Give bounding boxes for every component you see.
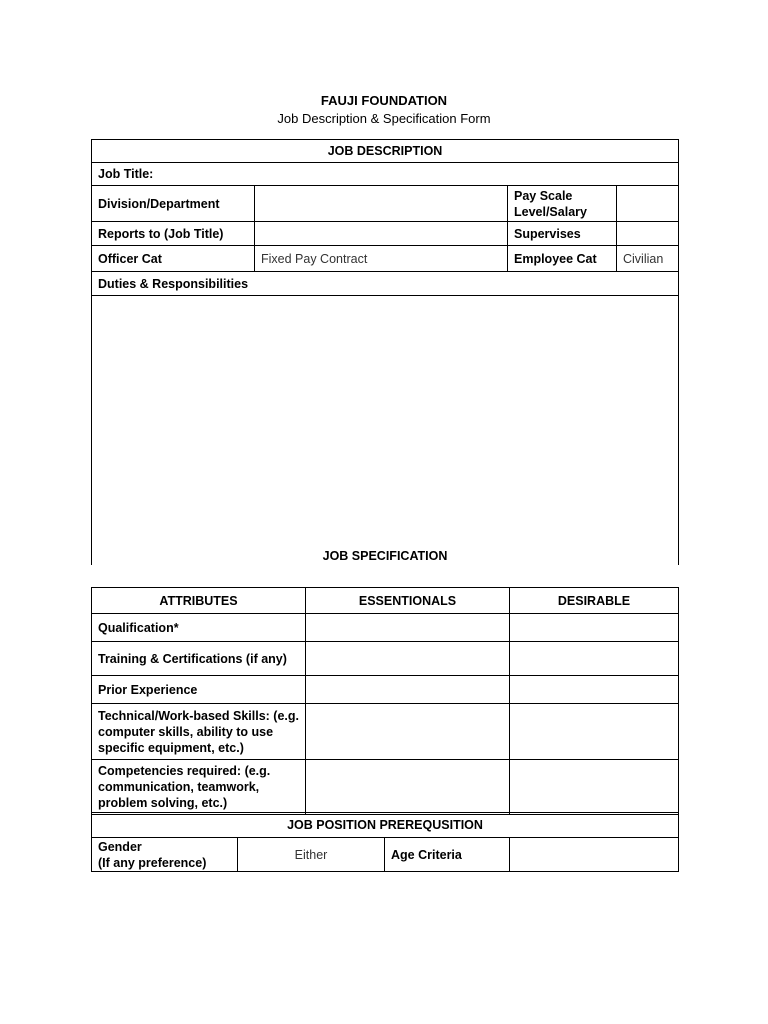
- essentials-header: ESSENTIONALS: [306, 588, 510, 614]
- division-label: Division/Department: [92, 186, 255, 222]
- job-description-heading: JOB DESCRIPTION: [92, 140, 679, 163]
- reports-to-label: Reports to (Job Title): [92, 222, 255, 246]
- technical-skills-essential-field[interactable]: [306, 704, 510, 760]
- division-field[interactable]: [255, 186, 508, 222]
- qualification-label: Qualification*: [92, 614, 306, 642]
- training-label: Training & Certifications (if any): [92, 642, 306, 676]
- officer-cat-field[interactable]: Fixed Pay Contract: [255, 246, 508, 272]
- gender-label-line2: (If any preference): [98, 855, 207, 870]
- form-title: Job Description & Specification Form: [277, 111, 491, 126]
- reports-to-field[interactable]: [255, 222, 508, 246]
- duties-label: Duties & Responsibilities: [92, 272, 679, 296]
- training-desirable-field[interactable]: [510, 642, 679, 676]
- technical-skills-label: Technical/Work-based Skills: (e.g. computer skills, ability to use specific equipment, etc.): [92, 704, 306, 760]
- competencies-essential-field[interactable]: [306, 760, 510, 815]
- experience-desirable-field[interactable]: [510, 676, 679, 704]
- prerequisition-heading: JOB POSITION PREREQUSITION: [92, 813, 679, 838]
- desirable-header: DESIRABLE: [510, 588, 679, 614]
- job-specification-heading: JOB SPECIFICATION: [322, 548, 448, 563]
- pay-scale-label: Pay Scale Level/Salary: [508, 186, 617, 222]
- supervises-label: Supervises: [508, 222, 617, 246]
- job-title-label: Job Title:: [98, 167, 154, 181]
- attributes-header: ATTRIBUTES: [92, 588, 306, 614]
- experience-essential-field[interactable]: [306, 676, 510, 704]
- gender-label: [92, 838, 238, 872]
- age-criteria-label: Age Criteria: [385, 838, 510, 872]
- prerequisition-table: [91, 812, 679, 872]
- job-description-table: [91, 139, 679, 565]
- technical-skills-desirable-field[interactable]: [510, 704, 679, 760]
- employee-cat-field[interactable]: Civilian: [617, 246, 679, 272]
- organization-name: FAUJI FOUNDATION: [320, 93, 448, 108]
- employee-cat-label: Employee Cat: [508, 246, 617, 272]
- gender-field[interactable]: Either: [238, 838, 385, 872]
- officer-cat-label: Officer Cat: [92, 246, 255, 272]
- duties-field[interactable]: [92, 296, 679, 565]
- pay-scale-field[interactable]: [617, 186, 679, 222]
- competencies-desirable-field[interactable]: [510, 760, 679, 815]
- qualification-essential-field[interactable]: [306, 614, 510, 642]
- competencies-label: Competencies required: (e.g. communication, teamwork, problem solving, etc.): [92, 760, 306, 815]
- gender-label-line1: Gender: [98, 839, 142, 854]
- qualification-desirable-field[interactable]: [510, 614, 679, 642]
- job-title-row: [92, 163, 679, 186]
- duties-text: [98, 297, 672, 547]
- age-criteria-field[interactable]: [510, 838, 679, 872]
- job-specification-table: [91, 587, 679, 815]
- supervises-field[interactable]: [617, 222, 679, 246]
- training-essential-field[interactable]: [306, 642, 510, 676]
- experience-label: Prior Experience: [92, 676, 306, 704]
